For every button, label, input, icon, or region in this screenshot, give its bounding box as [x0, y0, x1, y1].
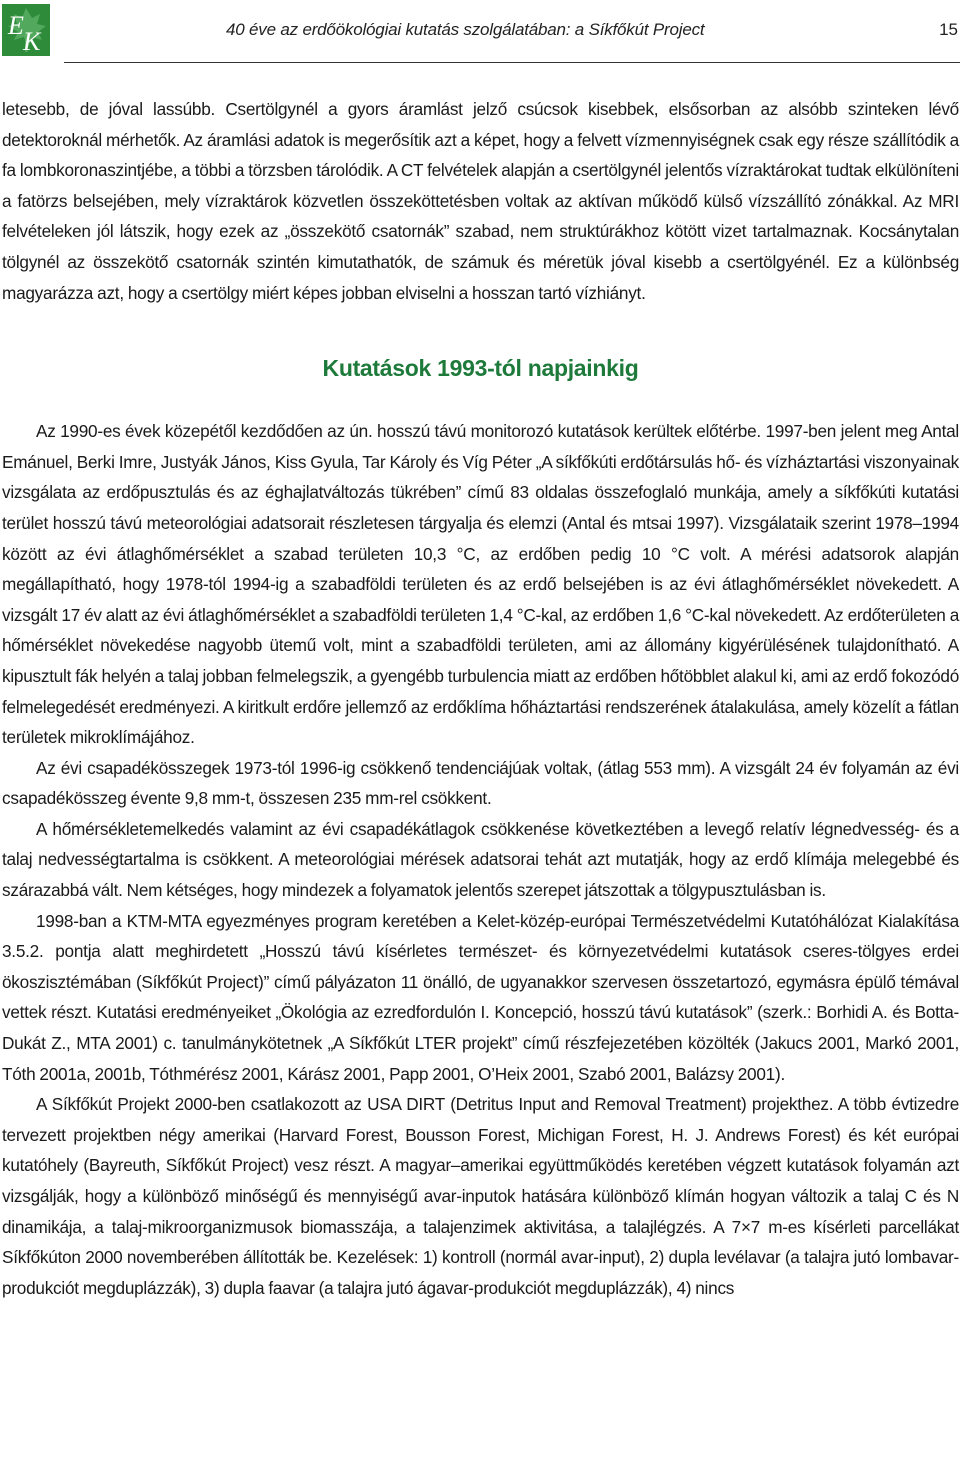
- paragraph-continuation: letesebb, de jóval lassúbb. Csertölgynél a gyors áramlást jelző csúcsok kisebbek, elsősorban az alsóbb szinteken lévő detektoroknál mérhetők. Az áramlási adatok is megerősítik azt a képet, hogy a felvett vízmennyiségnek csak egy része szállítódik a fa lombkoronaszintjébe, a többi a törzsben tárolódik. A CT felvételek alapján a csertölgynél jelentős vízraktárokat tudtak elkülöníteni a fatörzs belsejében, mely vízraktárok közvetlen összeköttetésben voltak az aktívan működő külső vízszállító zónákkal. Az MRI felvételeken jól látszik, hogy ezek az „összekötő csatornák” szabad, nem struktúrákhoz kötött vizet tartalmaznak. Kocsánytalan tölgynél az összekötő csatornák szintén kimutathatók, de számuk és méretük jóval kisebb a csertölgyénél. Ez a különbség magyarázza azt, hogy a csertölgy miért képes jobban elviselni a hosszan tartó vízhiányt.: [2, 99, 959, 303]
- section-heading: Kutatások 1993-tól napjainkig: [322, 355, 639, 382]
- paragraph: 1998-ban a KTM-MTA egyezményes program keretében a Kelet-közép-európai Természetvédelmi Kutatóhálózat Kialakítása 3.5.2. pontja alatt meghirdetett „Hosszú távú kísérletes természet- és környezetvédelmi kutatások cseres-tölgyes erdei ökoszisztémában (Síkfőkút Project)” című pályázaton 11 önálló, de ugyanakkor szervesen összetartozó, egymásra épülő témával vettek részt. Kutatási eredményeiket „Ökológia az ezredfordulón I. Koncepció, hosszú távú kutatások” (szerk.: Borhidi A. és Botta-Dukát Z., MTA 2001) c. tanulmánykötetnek „A Síkfőkút LTER projekt” című részfejezetében közölték (Jakucs 2001, Markó 2001, Tóth 2001a, 2001b, Tóthmérész 2001, Kárász 2001, Papp 2001, O’Heix 2001, Szabó 2001, Balázsy 2001).: [2, 910, 959, 1084]
- svg-text:K: K: [23, 27, 41, 56]
- page-header: [0, 0, 960, 62]
- header-rule: [64, 62, 960, 63]
- ek-logo-icon: [2, 4, 50, 56]
- paragraph: Az 1990-es évek közepétől kezdődően az ún. hosszú távú monitorozó kutatások kerültek előtérbe. 1997-ben jelent meg Antal Emánuel, Berki Imre, Justyák János, Kiss Gyula, Tar Károly és Víg Péter „A síkfőkúti erdőtársulás hő- és vízháztartási viszonyainak vizsgálata az erdőpusztulás és az éghajlatváltozás tükrében” című 83 oldalas összefoglaló munkája, amely a síkfőkúti kutatási terület hosszú távú meteorológiai adatsorait részletesen tárgyalja és elemzi (Antal és mtsai 1997). Vizsgálataik szerint 1978–1994 között az évi átlaghőmérséklet a szabad területen 10,3 °C, az erdőben pedig 10 °C volt. A mérési adatsorok alapján megállapítható, hogy 1978-tól 1994-ig a szabadföldi területen és az erdő belsejében is az évi átlaghőmérséklet növekedett. A vizsgált 17 év alatt az évi átlaghőmérséklet a szabadföldi területen 1,4 °C-kal, az erdőben 1,6 °C-kal növekedett. Az erdőterületen a hőmérséklet növekedése nagyobb ütemű volt, mint a szabadföldi területen, ami az állomány kigyérülésének tulajdonítható. A kipusztult fák helyén a talaj jobban felmelegszik, a gyengébb turbulencia miatt az erdőben hőtöbblet alakul ki, ami az erdő fokozódó felmelegedését eredményezi. A kiritkult erdőre jellemző az erdőklíma hőháztartási rendszerének átalakulása, amely közelít a fátlan területek mikroklímájához.: [2, 421, 959, 748]
- svg-text:E: E: [8, 11, 24, 40]
- paragraph: A hőmérsékletemelkedés valamint az évi csapadékátlagok csökkenése következtében a levegő relatív légnedvesség- és a talaj nedvességtartalma is csökkent. A meteorológiai mérések adatsorai tehát azt mutatják, hogy az erdő klímája melegebbé és szárazabbá vált. Nem kétséges, hogy mindezek a folyamatok jelentős szerepet játszottak a tölgypusztulásban is.: [2, 818, 959, 901]
- running-title: 40 éve az erdőökológiai kutatás szolgálatában: a Síkfőkút Project: [226, 20, 705, 39]
- paragraph: A Síkfőkút Projekt 2000-ben csatlakozott az USA DIRT (Detritus Input and Removal Treatment) projekthez. A több évtizedre tervezett projektben négy amerikai (Harvard Forest, Bousson Forest, Michigan Forest, H. J. Andrews Forest) és két európai kutatóhely (Bayreuth, Síkfőkút Project) vesz részt. A magyar–amerikai együttműködés keretében végzett kutatások folyamán azt vizsgálják, hogy a különböző minőségű és mennyiségű avar-inputok hatására különböző klímán hogyan változik a talaj C és N dinamikája, a talaj-mikroorganizmusok biomasszája, a talajenzimek aktivitása, a talajlégzés. A 7×7 m-es kísérleti parcellákat Síkfőkúton 2000 novemberében állították be. Kezelések: 1) kontroll (normál avar-input), 2) dupla levélavar (a talajra jutó lombavar-produkciót megduplázzák), 3) dupla faavar (a talajra jutó ágavar-produkciót megduplázzák), 4) nincs: [2, 1094, 959, 1298]
- page-number: 15: [939, 20, 958, 39]
- body-text: [2, 94, 959, 1303]
- paragraph: Az évi csapadékösszegek 1973-tól 1996-ig csökkenő tendenciájúak voltak, (átlag 553 mm). A vizsgált 24 év folyamán az évi csapadékösszeg évente 9,8 mm-t, összesen 235 mm-rel csökkent.: [2, 757, 959, 809]
